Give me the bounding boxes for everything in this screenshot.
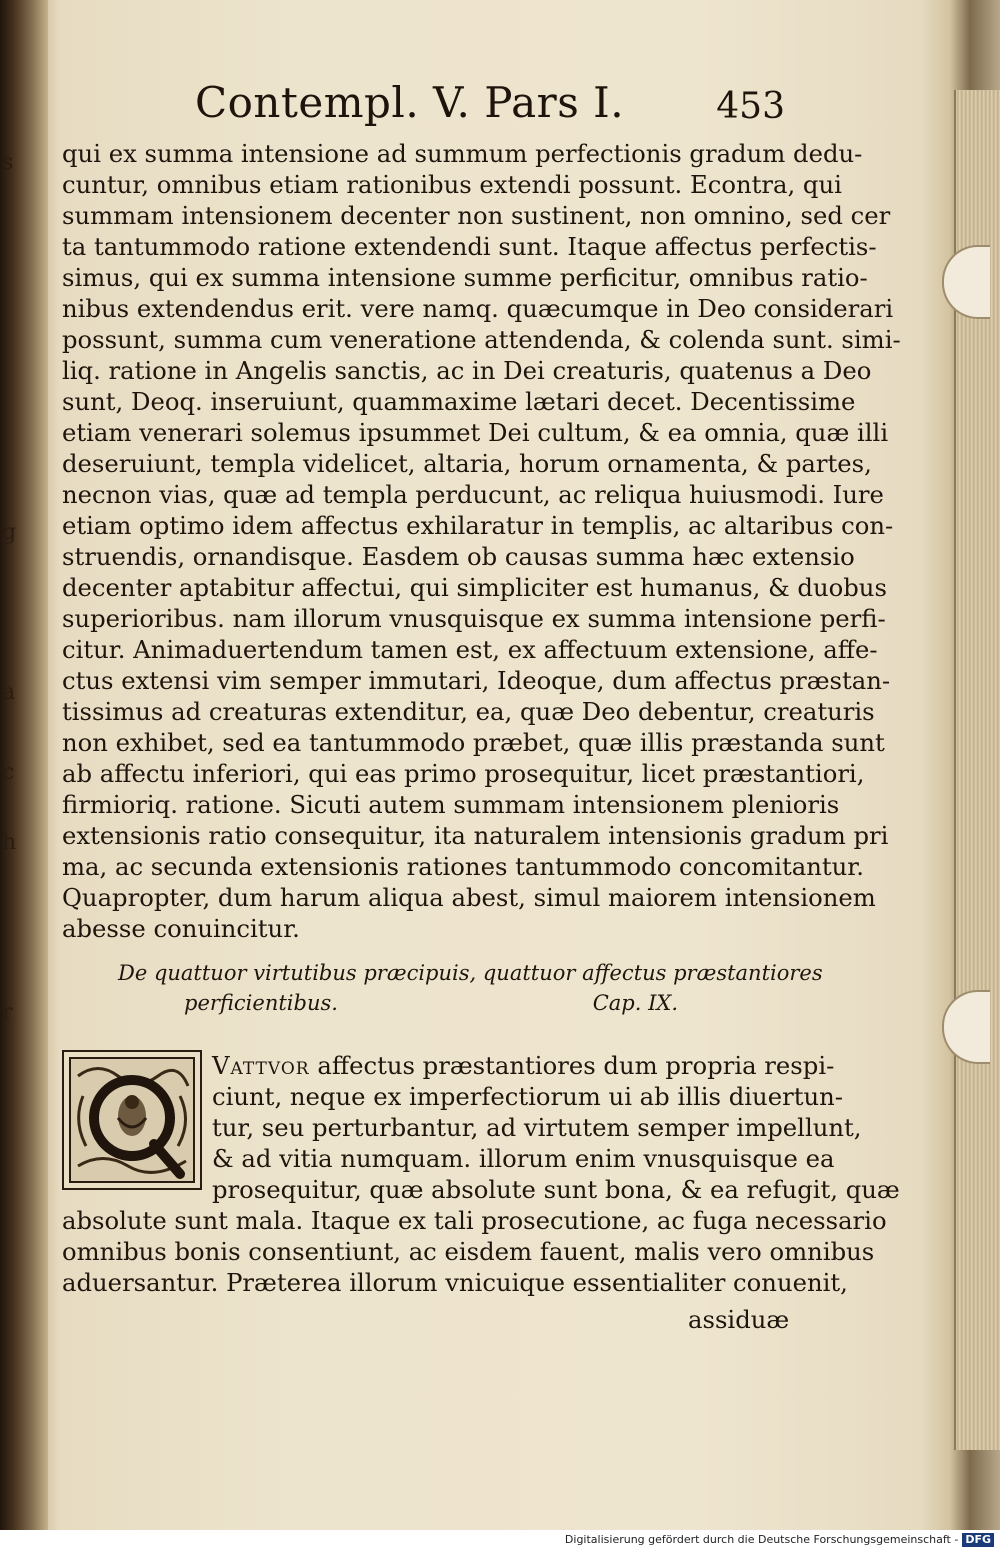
text-line: absolute sunt mala. Itaque ex tali prosecutione, ac fuga necessario [62, 1206, 887, 1235]
text-line: tur, seu perturbantur, ad virtutem semper impellunt, [212, 1113, 862, 1142]
chapter-title-line: De quattuor virtutibus præcipuis, quattuor affectus præstantiores [118, 961, 823, 985]
text-line: nibus extendendus erit. vere namq. quæcumque in Deo considerari [62, 294, 894, 323]
text-line: sunt, Deoq. inseruiunt, quammaxime lætari decet. Decentissime [62, 387, 856, 416]
text-line: ta tantummodo ratione extendendi sunt. Itaque affectus perfectis- [62, 232, 877, 261]
text-line: necnon vias, quæ ad templa perducunt, ac reliqua huiusmodi. Iure [62, 480, 884, 509]
text-line: qui ex summa intensione ad summum perfectionis gradum dedu- [62, 139, 863, 168]
page-number: 453 [716, 86, 785, 127]
chapter-heading [118, 958, 823, 1018]
text-line: ctus extensi vim semper immutari, Ideoque, dum affectus præstan- [62, 666, 891, 695]
text-line: decenter aptabitur affectui, qui simpliciter est humanus, & duobus [62, 573, 887, 602]
text-line: summam intensionem decenter non sustinent, non omnino, sed cer [62, 201, 891, 230]
text-line: cuntur, omnibus etiam rationibus extendi possunt. Econtra, qui [62, 170, 842, 199]
text-line: possunt, summa cum veneratione attendenda, & colenda sunt. simi- [62, 325, 901, 354]
text-line [212, 1050, 835, 1081]
text-line: firmioriq. ratione. Sicuti autem summam intensionem plenioris [62, 790, 840, 819]
footer-text: Digitalisierung gefördert durch die Deutsche Forschungsgemeinschaft - [564, 1533, 959, 1546]
text-line: ma, ac secunda extensionis rationes tantummodo concomitantur. [62, 852, 864, 881]
text-line: ab affectu inferiori, qui eas primo prosequitur, licet præstantiori, [62, 759, 865, 788]
text-line: tissimus ad creaturas extenditur, ea, quæ Deo debentur, creaturis [62, 697, 875, 726]
body-text [62, 138, 901, 944]
first-line-rest: affectus præstantiores dum propria respi- [309, 1051, 835, 1080]
text-line: etiam optimo idem affectus exhilaratur in templis, ac altaribus con- [62, 511, 894, 540]
text-line: aduersantur. Præterea illorum vnicuique essentialiter conuenit, [62, 1268, 848, 1297]
facing-page-fragment: s [2, 150, 14, 175]
digitization-footer [0, 1530, 1000, 1550]
text-line: prosequitur, quæ absolute sunt bona, & ea refugit, quæ [212, 1175, 900, 1204]
catchword: assiduæ [688, 1305, 790, 1334]
text-line: non exhibet, sed ea tantummodo præbet, quæ illis præstanda sunt [62, 728, 885, 757]
text-line: omnibus bonis consentiunt, ac eisdem fauent, malis vero omnibus [62, 1237, 875, 1266]
facing-page-fragment: g [2, 520, 17, 545]
text-line: & ad vitia numquam. illorum enim vnusquisque ea [212, 1144, 835, 1173]
chapter-title-line: perficientibus. [184, 991, 338, 1015]
facing-page-fragment: a [2, 680, 16, 705]
text-line: superioribus. nam illorum vnusquisque ex summa intensione perfi- [62, 604, 886, 633]
facing-page-fragment: c [2, 760, 15, 785]
chapter-number: Cap. IX. [592, 991, 678, 1015]
text-line: simus, qui ex summa intensione summe perficitur, omnibus ratio- [62, 263, 868, 292]
dfg-logo: DFG [962, 1533, 994, 1547]
first-word: Vattvor [212, 1051, 310, 1080]
text-line: extensionis ratio consequitur, ita naturalem intensionis gradum pri [62, 821, 889, 850]
text-line: deseruiunt, templa videlicet, altaria, horum ornamenta, & partes, [62, 449, 872, 478]
page-header [195, 78, 795, 138]
text-line: abesse conuincitur. [62, 914, 300, 943]
text-line: etiam venerari solemus ipsummet Dei cultum, & ea omnia, quæ illi [62, 418, 889, 447]
running-head: Contempl. V. Pars I. [195, 78, 625, 127]
text-line: struendis, ornandisque. Easdem ob causas summa hæc extensio [62, 542, 855, 571]
facing-page-fragment: r [2, 1000, 13, 1025]
text-line: liq. ratione in Angelis sanctis, ac in Dei creaturis, quatenus a Deo [62, 356, 872, 385]
chapter-body-text [62, 1050, 900, 1298]
text-line: citur. Animaduertendum tamen est, ex affectuum extensione, affe- [62, 635, 878, 664]
facing-page-fragment: h [2, 830, 17, 855]
text-line: ciunt, neque ex imperfectiorum ui ab illis diuertun- [212, 1082, 843, 1111]
facing-page-edge [0, 0, 48, 1530]
text-line: Quapropter, dum harum aliqua abest, simul maiorem intensionem [62, 883, 876, 912]
